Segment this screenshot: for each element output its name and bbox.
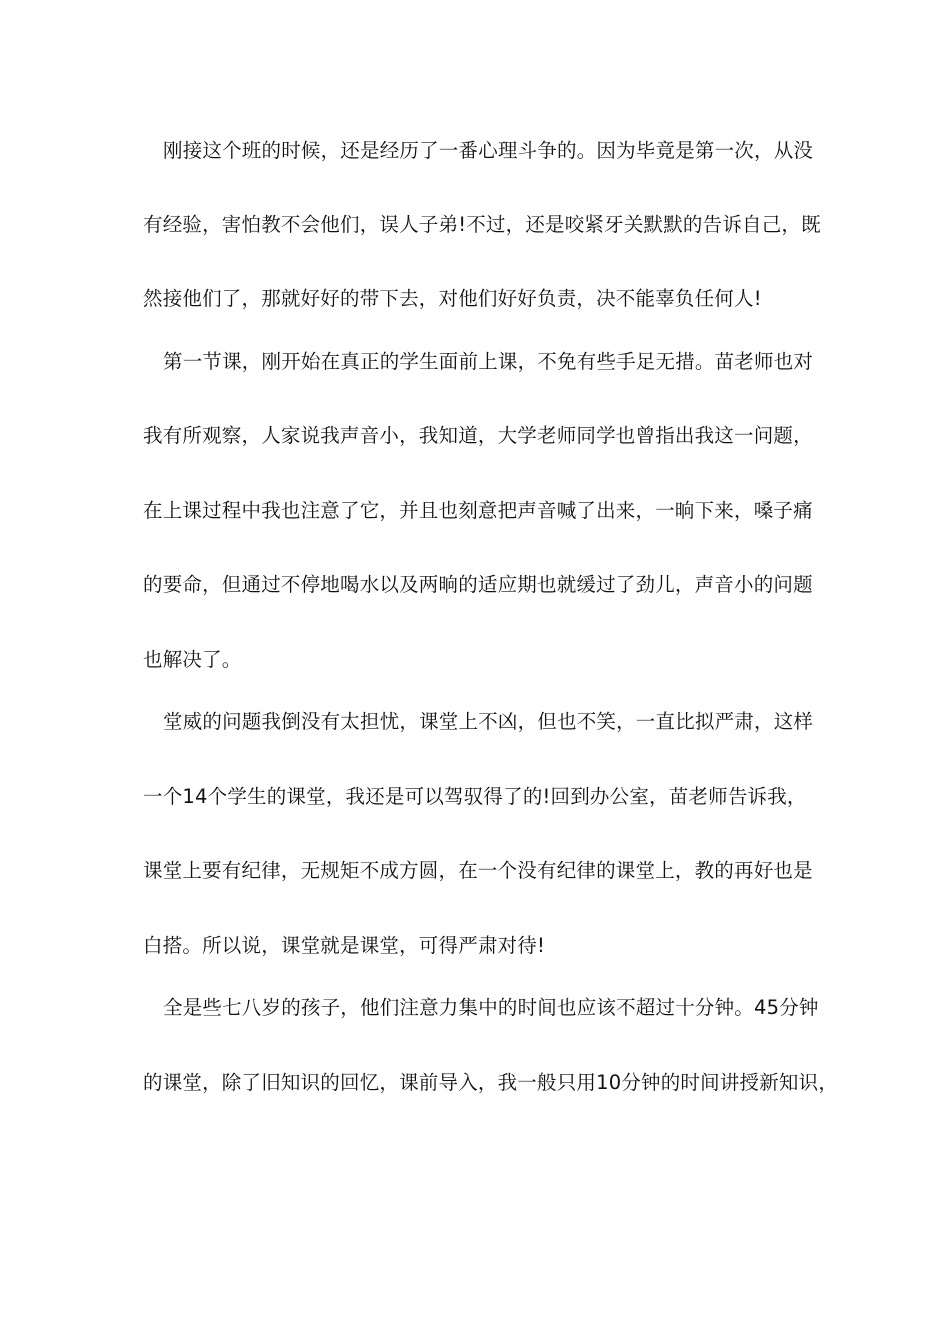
paragraph-4-line-1: 全是些七八岁的孩子，他们注意力集中的时间也应该不超过十分钟。45分钟 [163, 996, 819, 1019]
paragraph-2-line-3: 在上课过程中我也注意了它，并且也刻意把声音喊了出来，一晌下来，嗓子痛 [143, 499, 813, 522]
paragraph-3-line-3: 课堂上要有纪律，无规矩不成方圆，在一个没有纪律的课堂上，教的再好也是 [143, 859, 813, 882]
paragraph-2-line-1: 第一节课，刚开始在真正的学生面前上课，不免有些手足无措。苗老师也对 [163, 350, 814, 373]
paragraph-1-line-2: 有经验，害怕教不会他们，误人子弟!不过，还是咬紧牙关默默的告诉自己，既 [143, 213, 821, 236]
paragraph-3-line-1: 堂威的问题我倒没有太担忧，课堂上不凶，但也不笑，一直比拟严肃，这样 [163, 710, 814, 733]
paragraph-1-line-3: 然接他们了，那就好好的带下去，对他们好好负责，决不能辜负任何人! [143, 287, 762, 310]
paragraph-3-line-2: 一个14个学生的课堂，我还是可以驾驭得了的!回到办公室，苗老师告诉我， [143, 785, 807, 808]
paragraph-2-line-5: 也解决了。 [143, 648, 242, 671]
paragraph-3-line-4: 白搭。所以说，课堂就是课堂，可得严肃对待! [143, 934, 546, 957]
paragraph-4-line-2: 的课堂，除了旧知识的回忆，课前导入，我一般只用10分钟的时间讲授新知识， [143, 1071, 839, 1094]
paragraph-2-line-4: 的要命，但通过不停地喝水以及两晌的适应期也就缓过了劲儿，声音小的问题 [143, 573, 813, 596]
paragraph-2-line-2: 我有所观察，人家说我声音小，我知道，大学老师同学也曾指出我这一问题， [143, 424, 813, 447]
paragraph-1-line-1: 刚接这个班的时候，还是经历了一番心理斗争的。因为毕竟是第一次，从没 [163, 139, 814, 162]
